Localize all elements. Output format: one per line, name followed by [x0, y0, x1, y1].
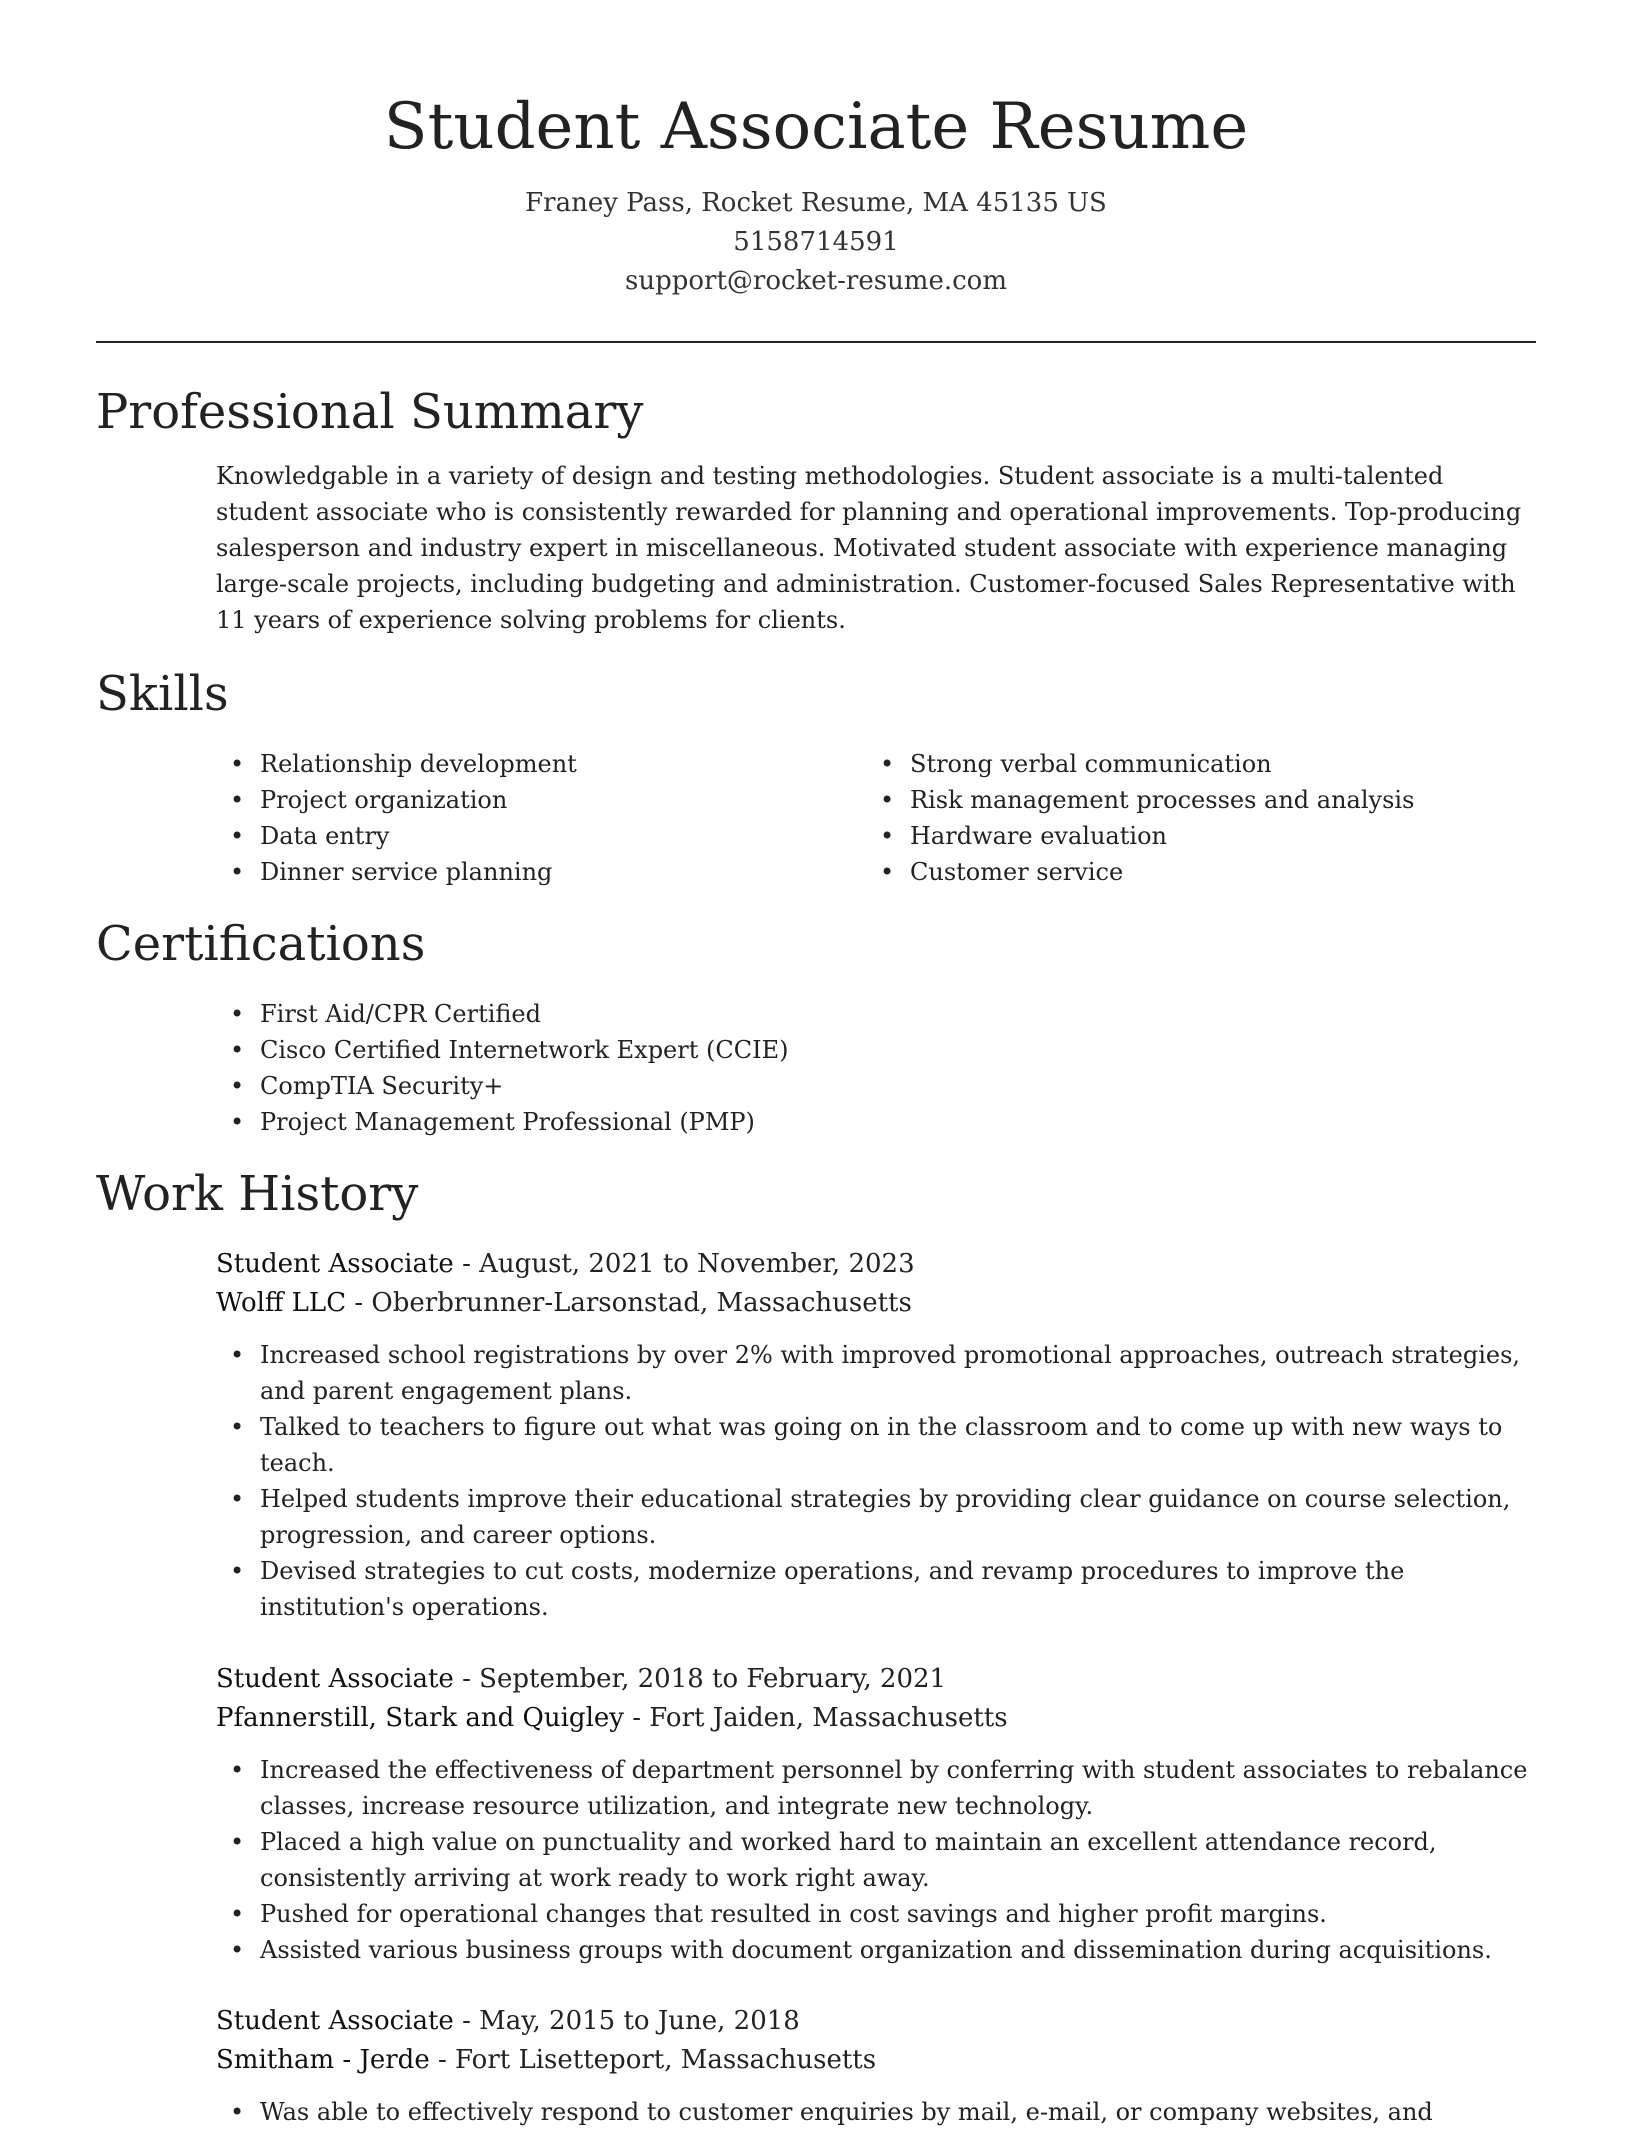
certification-item: • CompTIA Security+: [216, 1068, 1536, 1104]
section-heading-skills: Skills: [96, 666, 229, 722]
skill-item: • Relationship development: [216, 746, 866, 782]
certification-item: • Project Management Professional (PMP): [216, 1104, 1536, 1140]
job-title-line: Student Associate - May, 2015 to June, 2018: [216, 2006, 800, 2036]
section-heading-work-history: Work History: [96, 1166, 419, 1222]
job-dates: August, 2021 to November, 2023: [479, 1249, 915, 1279]
job-title-line: Student Associate - September, 2018 to February, 2021: [216, 1664, 947, 1694]
job-company: Pfannerstill, Stark and Quigley: [216, 1703, 624, 1733]
skills-column-right: [866, 746, 1516, 890]
skill-item: • Dinner service planning: [216, 854, 866, 890]
job-entry: [216, 1245, 1536, 1625]
summary-text: Knowledgable in a variety of design and testing methodologies. Student associate is a multi-talented student associate who is consistently rewarded for planning and operational improvements. Top-producing salesperson and industry expert in miscellaneous. Motivated student associate with experience managing large-scale projects, including budgeting and administration. Customer-focused Sales Representative with 11 years of experience solving problems for clients.: [216, 462, 1522, 634]
skill-item: • Risk management processes and analysis: [866, 782, 1516, 818]
job-location: Oberbrunner-Larsonstad, Massachusetts: [371, 1288, 912, 1318]
section-heading-summary: Professional Summary: [96, 384, 644, 440]
job-bullet: • Helped students improve their educational strategies by providing clear guidance on course selection, progression, and career options.: [216, 1481, 1536, 1553]
job-bullet: • Placed a high value on punctuality and worked hard to maintain an excellent attendance record, consistently arriving at work ready to work right away.: [216, 1824, 1536, 1896]
job-bullet: • Increased school registrations by over 2% with improved promotional approaches, outreach strategies, and parent engagement plans.: [216, 1337, 1536, 1409]
job-bullet: • Talked to teachers to figure out what was going on in the classroom and to come up with new ways to teach.: [216, 1409, 1536, 1481]
contact-address: Franey Pass, Rocket Resume, MA 45135 US: [525, 188, 1107, 218]
job-bullets: [216, 1752, 1536, 1968]
skill-item: • Customer service: [866, 854, 1516, 890]
skill-item: • Hardware evaluation: [866, 818, 1516, 854]
job-bullet: • Was able to effectively respond to customer enquiries by mail, e-mail, or company websites, and: [216, 2094, 1536, 2130]
job-entry: [216, 2002, 1536, 2130]
job-bullets: [216, 1337, 1536, 1625]
job-company-line: Pfannerstill, Stark and Quigley - Fort Jaiden, Massachusetts: [216, 1703, 1008, 1733]
certifications-list: [216, 996, 1536, 1140]
job-bullet: • Pushed for operational changes that resulted in cost savings and higher profit margins.: [216, 1896, 1536, 1932]
job-title: Student Associate: [216, 1664, 454, 1694]
job-company-line: Smitham - Jerde - Fort Lisetteport, Massachusetts: [216, 2045, 877, 2075]
job-entry: [216, 1660, 1536, 1968]
header-divider: [96, 341, 1536, 343]
job-location: Fort Jaiden, Massachusetts: [649, 1703, 1008, 1733]
job-company: Wolff LLC: [216, 1288, 347, 1318]
resume-header: [96, 82, 1536, 301]
job-title: Student Associate: [216, 2006, 454, 2036]
certification-item: • Cisco Certified Internetwork Expert (CCIE): [216, 1032, 1536, 1068]
skills-column-left: [216, 746, 866, 890]
job-company: Smitham - Jerde: [216, 2045, 430, 2075]
skill-item: • Project organization: [216, 782, 866, 818]
job-title: Student Associate: [216, 1249, 454, 1279]
job-company-line: Wolff LLC - Oberbrunner-Larsonstad, Massachusetts: [216, 1288, 912, 1318]
job-location: Fort Lisetteport, Massachusetts: [455, 2045, 877, 2075]
section-heading-certifications: Certifications: [96, 916, 426, 972]
job-title-line: Student Associate - August, 2021 to November, 2023: [216, 1249, 915, 1279]
job-bullet: • Increased the effectiveness of department personnel by conferring with student associates to rebalance classes, increase resource utilization, and integrate new technology.: [216, 1752, 1536, 1824]
certification-item: • First Aid/CPR Certified: [216, 996, 1536, 1032]
job-bullets: [216, 2094, 1536, 2130]
contact-email: support@rocket-resume.com: [624, 266, 1007, 296]
contact-info: [96, 184, 1536, 301]
job-bullet: • Devised strategies to cut costs, modernize operations, and revamp procedures to improve the institution's operations.: [216, 1553, 1536, 1625]
skills-list: [216, 746, 1536, 890]
job-bullet: • Assisted various business groups with document organization and dissemination during acquisitions.: [216, 1932, 1536, 1968]
contact-phone: 5158714591: [733, 227, 899, 257]
job-dates: September, 2018 to February, 2021: [479, 1664, 947, 1694]
resume-title: Student Associate Resume: [383, 90, 1249, 164]
skill-item: • Data entry: [216, 818, 866, 854]
job-dates: May, 2015 to June, 2018: [479, 2006, 800, 2036]
skill-item: • Strong verbal communication: [866, 746, 1516, 782]
